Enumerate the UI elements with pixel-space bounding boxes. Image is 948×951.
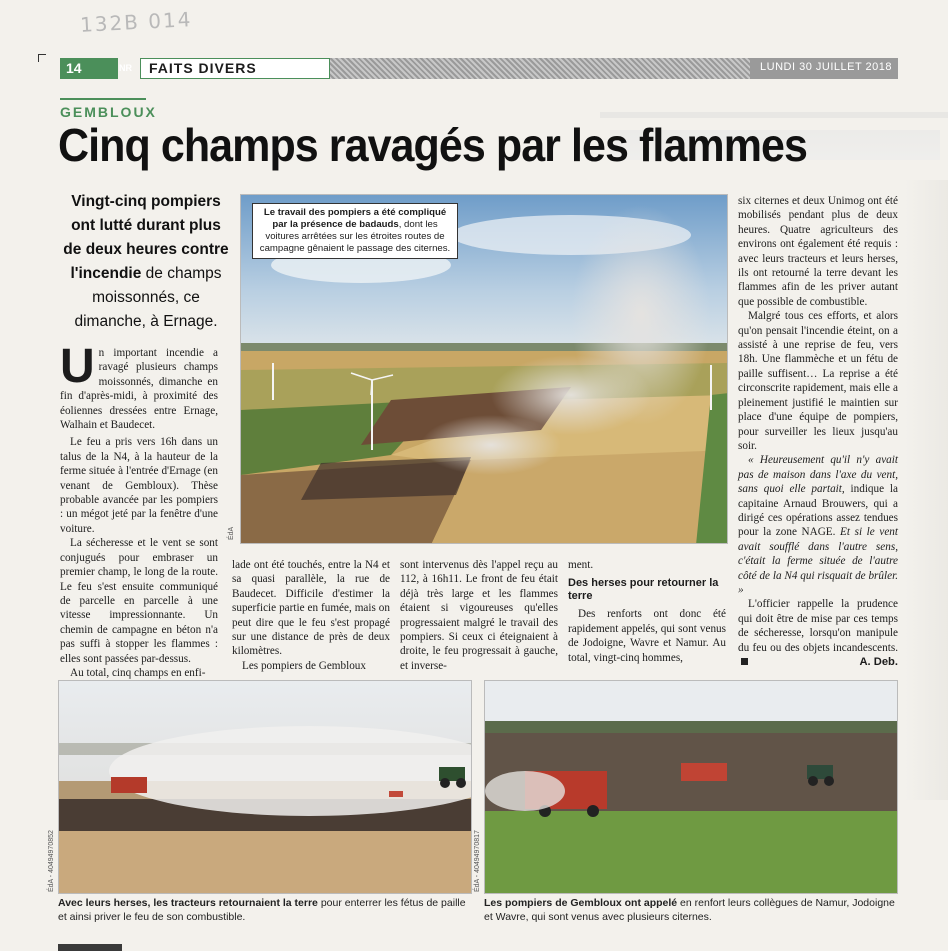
- tractor-photo: [58, 680, 472, 894]
- quote-2: Et si le vent avait soufflé dans l'autre sens, c'était la ferme située de l'autre côté de la N4 qui risquait de brûler. »: [738, 526, 898, 596]
- crop-mark: [38, 54, 46, 62]
- body-column-1: [60, 340, 218, 680]
- end-mark: [741, 658, 748, 665]
- article-lead: [60, 190, 232, 334]
- paragraph-5-end: ment.: [568, 559, 594, 571]
- main-photo-caption: [252, 203, 458, 259]
- paragraph-3: La sécheresse et le vent se sont conjugués pour embraser un premier champ, le long de la route. Le feu s'est ensuite communiqué de parcelle en parcelle à une vitesse impressionnante. Un chemin de campagne en béton n'a pas suffi à stopper les flammes : elles sont passées par-dessus.: [60, 537, 218, 665]
- paragraph-9: L'officier rappelle la prudence qui doit être de mise par ces temps de sécheresse, lorsqu'on manipule du feu ou des objets incandescents. A. Deb.: [738, 598, 898, 668]
- body-column-5: [738, 194, 898, 669]
- paragraph-8: [738, 453, 898, 597]
- firetrucks-photo: [484, 680, 898, 894]
- lead-rest: de champs moissonnés, ce dimanche, à Ernage.: [74, 265, 222, 330]
- issue-date: LUNDI 30 JUILLET 2018: [750, 58, 898, 79]
- paragraph-7: Malgré tous ces efforts, et alors qu'on pensait l'incendie éteint, on a assisté à une reprise de feu, vers 18h. Une flammèche et un fétu de paille suffisent… La reprise a été circonscrite rapidement, mais elle a pleinement justifié le maintien sur place d'une équipe de pompiers, pour surveiller les lieux jusqu'au soir.: [738, 310, 898, 452]
- firetrucks-caption-bold: Les pompiers de Gembloux ont appelé: [484, 897, 678, 909]
- paragraph-4-start: Au total, cinq champs en enfi-: [70, 666, 206, 679]
- firetrucks-caption-rest: en renfort leurs collègues de Namur, Jodoigne et Wavre, qui sont venus avec plusieurs citernes.: [484, 897, 895, 923]
- page-number: 14: [60, 58, 118, 79]
- tractor-photo-caption: [58, 896, 472, 924]
- firetrucks-photo-caption: [484, 896, 898, 924]
- kicker-rule: [60, 98, 146, 100]
- section-title: FAITS DIVERS: [140, 58, 330, 79]
- tractor-caption-bold: Avec leurs herses, les tracteurs retournaient la terre: [58, 897, 318, 909]
- archive-reference: 132B 014: [79, 7, 193, 37]
- main-photo-credit: ÉdA: [228, 526, 235, 540]
- page-header: [60, 58, 898, 79]
- quote-1: « Heureusement qu'il n'y avait pas de maison dans l'axe du vent, sans quoi elle partait,: [738, 454, 898, 496]
- paragraph-5-cont: sont intervenus dès l'appel reçu au 112, à 16h11. Le front de feu était déjà très large et les flammes étaient si vigoureuses qu'elles progressaient malgré le travail des pompiers. Si ceux ci éteignaient à droite, le feu progressait à gauche, et inverse-: [400, 559, 558, 672]
- page-tag: NR: [119, 63, 132, 73]
- main-photo-caption-bold: Le travail des pompiers a été compliqué par la présence de badauds: [263, 207, 447, 230]
- article-headline: Cinq champs ravagés par les flammes: [58, 119, 807, 171]
- author-signature: A. Deb.: [859, 656, 898, 668]
- firetrucks-photo-credit: ÉdA - 40494970817: [474, 830, 481, 892]
- paragraph-2: Le feu a pris vers 16h dans un talus de la N4, à la hauteur de la ferme située à l'entrée d'Ernage (en venant de Gembloux). Thèse probable avancée par les pompiers : un mégot jeté par la fenêtre d'une voiture.: [60, 436, 218, 535]
- bottom-bleed-bar: [58, 944, 122, 951]
- main-photo-caption-rest: , dont les voitures arrêtées sur les étroites routes de campagne gênaient le passage des citernes.: [259, 219, 451, 254]
- paragraph-4-cont: lade ont été touchés, entre la N4 et sa quasi parallèle, la rue de Baudecet. Difficile d'estimer la superficie partie en fumée, mais on peut dire que le feu s'est propagé sur une distance de près de deux kilomètres.: [232, 559, 390, 658]
- body-column-4: [568, 558, 726, 665]
- paragraph-1: Un important incendie a ravagé plusieurs champs moissonnés, dimanche en fin d'après-midi, à proximité des éoliennes dressées entre Ernage, Walhain et Baudecet.: [60, 340, 218, 432]
- article-kicker: GEMBLOUX: [60, 104, 157, 120]
- tractor-caption-rest: pour enterrer les fétus de paille et ainsi priver le feu de son combustible.: [58, 897, 466, 923]
- body-column-2: [232, 558, 390, 673]
- drop-cap: U: [60, 340, 95, 393]
- paragraph-6-start: Des renforts ont donc été rapidement appelés, qui sont venus de Jodoigne, Wavre et Namur. Au total, vingt-cinq hommes,: [568, 608, 726, 664]
- paragraph-6-cont: six citernes et deux Unimog ont été mobilisés pendant plus de deux heures. Quatre agriculteurs des environs ont également été requis : avec leurs tracteurs et leurs herses, ils ont retourné la terre devant les flammes afin de les priver autant que possible de combustible.: [738, 195, 898, 308]
- lead-bold: Vingt-cinq pompiers ont lutté durant plus de deux heures contre l'incendie: [63, 193, 229, 282]
- quote-attribution: indique la capitaine Arnaud Brouwers, qui a dirigé ces opérations assez tendues pour la zone NAGE.: [738, 483, 898, 539]
- paragraph-5-start: Les pompiers de Gembloux: [242, 659, 366, 672]
- article-subhead: Des herses pour retourner la terre: [568, 577, 719, 603]
- tractor-photo-credit: ÉdA - 40494970852: [48, 830, 55, 892]
- facing-page-edge: [905, 180, 948, 800]
- body-column-3: [400, 558, 558, 673]
